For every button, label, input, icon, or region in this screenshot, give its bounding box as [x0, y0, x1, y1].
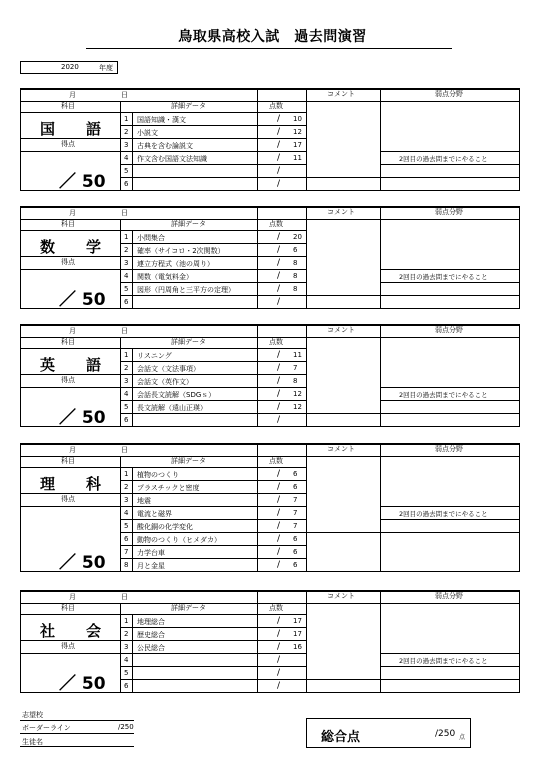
weak-label: 弱点分野 — [435, 90, 463, 98]
row-points: 6 — [293, 561, 298, 569]
month-label: 月 — [69, 209, 76, 217]
row-detail: 酸化銅の化学変化 — [137, 523, 193, 531]
subject-divider — [21, 138, 120, 139]
subject-divider — [21, 374, 120, 375]
month-label: 月 — [69, 91, 76, 99]
row-detail: 公民総合 — [137, 644, 165, 652]
subheader-divider — [21, 348, 306, 349]
score-divider — [21, 506, 120, 507]
school-label: 志望校 — [22, 711, 43, 719]
points-slash: / — [277, 179, 281, 189]
points-slash: / — [277, 534, 281, 544]
row-number: 5 — [124, 669, 129, 677]
weak-note: 2回目の過去問までにやること — [399, 273, 488, 281]
col-divider — [257, 592, 258, 693]
row-detail: 地震 — [137, 497, 151, 505]
subject-header: 科目 — [61, 102, 75, 110]
row-points: 8 — [293, 377, 298, 385]
row-number: 3 — [124, 259, 129, 267]
detail-header: 詳細データ — [171, 338, 206, 346]
note-divider — [306, 532, 519, 533]
row-divider — [120, 413, 306, 414]
row-number: 4 — [124, 509, 129, 517]
border-line — [20, 733, 134, 734]
score-max: ／ 50 — [59, 290, 106, 310]
row-number: 8 — [124, 561, 129, 569]
row-detail: 長文読解（遠山正瑛） — [137, 404, 207, 412]
weak-note: 2回目の過去問までにやること — [399, 510, 488, 518]
row-divider — [120, 679, 306, 680]
subject-section — [20, 443, 520, 572]
month-label: 月 — [69, 327, 76, 335]
row-divider — [120, 545, 306, 546]
col-divider — [257, 445, 258, 572]
note-divider — [380, 387, 519, 388]
year-value: 2020 — [61, 63, 79, 71]
note-divider — [380, 164, 519, 165]
points-slash: / — [277, 547, 281, 557]
row-number: 1 — [124, 617, 129, 625]
subject-divider — [21, 493, 120, 494]
note-divider — [380, 269, 519, 270]
subject-name: 理 科 — [39, 475, 109, 493]
subheader-divider — [21, 112, 306, 113]
subject-header: 科目 — [61, 604, 75, 612]
points-slash: / — [277, 284, 281, 294]
month-label: 月 — [69, 593, 76, 601]
weak-note: 2回目の過去問までにやること — [399, 155, 488, 163]
points-slash: / — [277, 482, 281, 492]
subject-divider — [21, 256, 120, 257]
row-divider — [120, 519, 306, 520]
note-divider — [380, 653, 519, 654]
row-points: 8 — [293, 285, 298, 293]
row-divider — [120, 269, 306, 270]
border-max: /250 — [118, 723, 134, 731]
score-label: 得点 — [61, 495, 75, 503]
day-label: 日 — [121, 593, 128, 601]
points-slash: / — [277, 681, 281, 691]
points-slash: / — [277, 415, 281, 425]
row-number: 4 — [124, 390, 129, 398]
detail-header: 詳細データ — [171, 102, 206, 110]
row-number: 2 — [124, 246, 129, 254]
points-header: 点数 — [269, 338, 283, 346]
subheader-divider — [21, 467, 306, 468]
note-divider — [380, 506, 519, 507]
col-divider — [306, 208, 307, 309]
row-number: 2 — [124, 128, 129, 136]
score-divider — [21, 269, 120, 270]
col-divider — [380, 445, 381, 572]
comment-label: コメント — [327, 90, 355, 98]
row-divider — [120, 506, 306, 507]
col-divider — [306, 445, 307, 572]
points-header: 点数 — [269, 220, 283, 228]
row-number: 1 — [124, 233, 129, 241]
row-points: 11 — [293, 154, 302, 162]
score-divider — [21, 387, 120, 388]
row-points: 8 — [293, 272, 298, 280]
points-slash: / — [277, 629, 281, 639]
row-number: 3 — [124, 377, 129, 385]
note-divider — [380, 282, 519, 283]
row-divider — [120, 125, 306, 126]
points-slash: / — [277, 402, 281, 412]
note-divider — [380, 666, 519, 667]
points-slash: / — [277, 389, 281, 399]
points-slash: / — [277, 258, 281, 268]
note-divider — [380, 151, 519, 152]
score-label: 得点 — [61, 642, 75, 650]
col-divider — [120, 456, 121, 572]
points-slash: / — [277, 668, 281, 678]
row-number: 1 — [124, 470, 129, 478]
detail-header: 詳細データ — [171, 604, 206, 612]
row-detail: 国語知識・漢文 — [137, 116, 186, 124]
row-number: 1 — [124, 351, 129, 359]
points-slash: / — [277, 376, 281, 386]
row-divider — [120, 256, 306, 257]
points-slash: / — [277, 560, 281, 570]
points-slash: / — [277, 616, 281, 626]
points-header: 点数 — [269, 102, 283, 110]
row-divider — [120, 532, 306, 533]
row-points: 17 — [293, 630, 302, 638]
row-points: 6 — [293, 470, 298, 478]
subheader-divider — [21, 230, 306, 231]
row-number: 4 — [124, 656, 129, 664]
total-unit: 点 — [459, 734, 466, 741]
row-number: 3 — [124, 141, 129, 149]
row-number: 6 — [124, 535, 129, 543]
col-divider — [306, 326, 307, 427]
row-detail: 小問集合 — [137, 234, 165, 242]
score-label: 得点 — [61, 376, 75, 384]
row-points: 17 — [293, 141, 302, 149]
points-slash: / — [277, 642, 281, 652]
points-slash: / — [277, 232, 281, 242]
subject-name: 数 学 — [39, 238, 109, 256]
row-divider — [120, 295, 306, 296]
row-divider — [120, 627, 306, 628]
row-number: 6 — [124, 682, 129, 690]
weak-label: 弱点分野 — [435, 326, 463, 334]
subject-name: 英 語 — [39, 356, 109, 374]
col-divider — [380, 90, 381, 191]
points-slash: / — [277, 521, 281, 531]
subject-header: 科目 — [61, 457, 75, 465]
subject-section — [20, 324, 520, 427]
row-detail: 作文含む国語文法知識 — [137, 155, 207, 163]
row-divider — [120, 640, 306, 641]
subject-section — [20, 590, 520, 693]
score-max: ／ 50 — [59, 553, 106, 573]
weak-label: 弱点分野 — [435, 445, 463, 453]
row-detail: 植物のつくり — [137, 471, 179, 479]
subject-name: 社 会 — [39, 622, 109, 640]
row-divider — [120, 243, 306, 244]
row-number: 3 — [124, 643, 129, 651]
row-divider — [120, 374, 306, 375]
row-points: 7 — [293, 522, 298, 530]
page-title: 鳥取県高校入試 過去問演習 — [178, 29, 367, 45]
col-divider — [306, 90, 307, 191]
row-number: 5 — [124, 522, 129, 530]
name-label: 生徒名 — [22, 738, 43, 746]
row-points: 6 — [293, 483, 298, 491]
points-slash: / — [277, 153, 281, 163]
note-divider — [306, 177, 519, 178]
row-points: 11 — [293, 351, 302, 359]
points-slash: / — [277, 245, 281, 255]
score-divider — [21, 151, 120, 152]
row-points: 7 — [293, 509, 298, 517]
subheader-divider — [21, 614, 306, 615]
col-divider — [257, 90, 258, 191]
row-number: 5 — [124, 285, 129, 293]
row-detail: 動物のつくり（ヒメダカ） — [137, 536, 221, 544]
row-number: 4 — [124, 272, 129, 280]
weak-note: 2回目の過去問までにやること — [399, 391, 488, 399]
note-divider — [306, 295, 519, 296]
weak-label: 弱点分野 — [435, 592, 463, 600]
subject-section — [20, 88, 520, 191]
points-header: 点数 — [269, 604, 283, 612]
row-number: 2 — [124, 483, 129, 491]
col-divider — [380, 326, 381, 427]
comment-label: コメント — [327, 208, 355, 216]
points-slash: / — [277, 508, 281, 518]
month-label: 月 — [69, 446, 76, 454]
points-slash: / — [277, 114, 281, 124]
row-divider — [120, 361, 306, 362]
points-slash: / — [277, 297, 281, 307]
row-divider — [120, 164, 306, 165]
note-divider — [380, 519, 519, 520]
year-box — [20, 61, 118, 74]
row-divider — [120, 387, 306, 388]
points-slash: / — [277, 469, 281, 479]
row-detail: 月と金星 — [137, 562, 165, 570]
row-detail: 古典を含む論説文 — [137, 142, 193, 150]
row-points: 7 — [293, 496, 298, 504]
comment-label: コメント — [327, 445, 355, 453]
comment-label: コメント — [327, 592, 355, 600]
row-detail: 力学台車 — [137, 549, 165, 557]
day-label: 日 — [121, 327, 128, 335]
row-divider — [120, 151, 306, 152]
row-points: 16 — [293, 643, 302, 651]
points-slash: / — [277, 655, 281, 665]
score-label: 得点 — [61, 258, 75, 266]
row-detail: 小説文 — [137, 129, 158, 137]
row-detail: リスニング — [137, 352, 172, 360]
row-detail: 会話長文読解（SDGｓ） — [137, 391, 216, 399]
row-points: 20 — [293, 233, 302, 241]
score-max: ／ 50 — [59, 172, 106, 192]
row-detail: 図形（円周角と三平方の定理） — [137, 286, 235, 294]
row-points: 8 — [293, 259, 298, 267]
row-divider — [120, 282, 306, 283]
row-points: 12 — [293, 390, 302, 398]
row-divider — [120, 400, 306, 401]
points-slash: / — [277, 140, 281, 150]
weak-note: 2回目の過去問までにやること — [399, 657, 488, 665]
subject-section — [20, 206, 520, 309]
row-number: 6 — [124, 180, 129, 188]
row-detail: 連立方程式（池の周り） — [137, 260, 214, 268]
detail-header: 詳細データ — [171, 220, 206, 228]
row-number: 6 — [124, 416, 129, 424]
total-max: /250 — [435, 729, 456, 739]
row-detail: プラスチックと密度 — [137, 484, 200, 492]
note-divider — [380, 400, 519, 401]
subject-divider — [21, 640, 120, 641]
school-line — [20, 720, 134, 721]
row-number: 7 — [124, 548, 129, 556]
row-detail: 確率（サイコロ・2次関数） — [137, 247, 225, 255]
row-points: 17 — [293, 617, 302, 625]
row-divider — [120, 177, 306, 178]
points-slash: / — [277, 166, 281, 176]
row-divider — [120, 493, 306, 494]
score-max: ／ 50 — [59, 408, 106, 428]
points-slash: / — [277, 271, 281, 281]
row-divider — [120, 480, 306, 481]
row-divider — [120, 666, 306, 667]
row-divider — [120, 558, 306, 559]
row-detail: 地理総合 — [137, 618, 165, 626]
score-label: 得点 — [61, 140, 75, 148]
total-label: 総合点 — [321, 730, 361, 745]
day-label: 日 — [121, 209, 128, 217]
row-points: 6 — [293, 548, 298, 556]
row-points: 12 — [293, 403, 302, 411]
row-points: 6 — [293, 246, 298, 254]
points-slash: / — [277, 363, 281, 373]
row-number: 6 — [124, 298, 129, 306]
row-detail: 会話文（文法事項） — [137, 365, 200, 373]
name-line — [20, 746, 134, 747]
row-number: 2 — [124, 364, 129, 372]
row-points: 7 — [293, 364, 298, 372]
row-number: 5 — [124, 403, 129, 411]
subject-name: 国 語 — [39, 120, 109, 138]
row-number: 3 — [124, 496, 129, 504]
col-divider — [380, 592, 381, 693]
points-header: 点数 — [269, 457, 283, 465]
points-slash: / — [277, 127, 281, 137]
title-underline — [86, 48, 452, 49]
row-number: 1 — [124, 115, 129, 123]
row-points: 10 — [293, 115, 302, 123]
row-points: 6 — [293, 535, 298, 543]
score-max: ／ 50 — [59, 674, 106, 694]
detail-header: 詳細データ — [171, 457, 206, 465]
row-detail: 歴史総合 — [137, 631, 165, 639]
row-points: 12 — [293, 128, 302, 136]
col-divider — [257, 326, 258, 427]
row-detail: 電流と磁界 — [137, 510, 172, 518]
col-divider — [257, 208, 258, 309]
year-label: 年度 — [99, 64, 113, 72]
row-number: 5 — [124, 167, 129, 175]
weak-label: 弱点分野 — [435, 208, 463, 216]
day-label: 日 — [121, 91, 128, 99]
row-divider — [120, 138, 306, 139]
score-divider — [21, 653, 120, 654]
total-score-box — [306, 718, 471, 748]
day-label: 日 — [121, 446, 128, 454]
row-number: 2 — [124, 630, 129, 638]
col-divider — [380, 208, 381, 309]
row-number: 4 — [124, 154, 129, 162]
points-slash: / — [277, 350, 281, 360]
note-divider — [306, 413, 519, 414]
note-divider — [306, 679, 519, 680]
row-detail: 会話文（英作文） — [137, 378, 193, 386]
comment-label: コメント — [327, 326, 355, 334]
subject-header: 科目 — [61, 338, 75, 346]
points-slash: / — [277, 495, 281, 505]
row-divider — [120, 653, 306, 654]
row-detail: 関数（電気料金） — [137, 273, 193, 281]
subject-header: 科目 — [61, 220, 75, 228]
col-divider — [306, 592, 307, 693]
border-label: ボーダーライン — [22, 724, 71, 732]
